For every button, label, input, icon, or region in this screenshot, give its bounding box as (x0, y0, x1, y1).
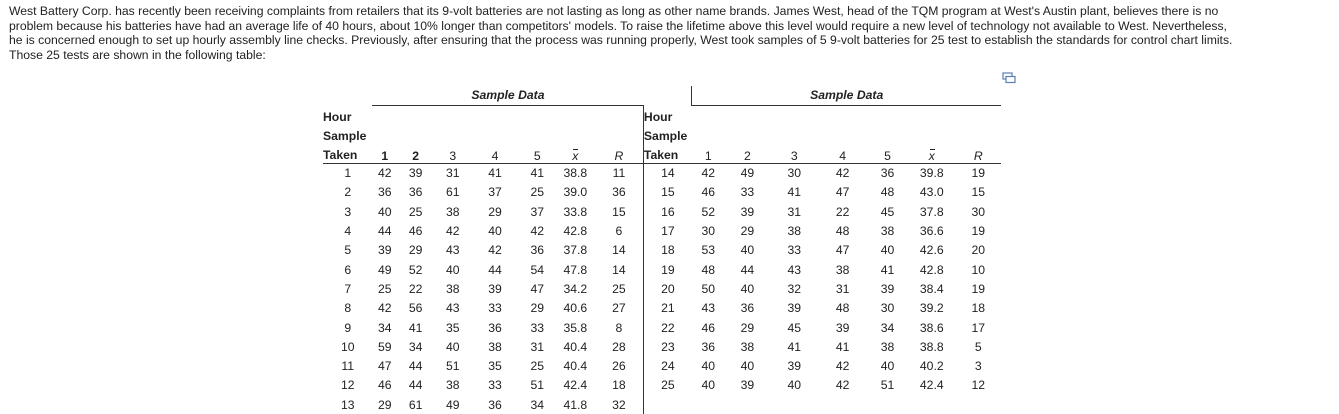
sample-cell: 51 (880, 378, 895, 393)
sample-cell: 42 (378, 166, 392, 181)
sample-cell (725, 395, 770, 414)
table-row (323, 183, 1001, 202)
hour-cell: 11 (341, 359, 355, 374)
sample-cell: 40 (880, 243, 895, 258)
xbar-cell: 42.8 (563, 224, 588, 239)
sample-cell: 46 (378, 378, 392, 393)
table-row (323, 337, 1001, 356)
sample-cell: 42 (530, 224, 544, 239)
problem-text-line-3: he is concerned enough to set up hourly assembly line checks. Previously, after ensuring that the process was running properly, West took samples of 5 9-volt batteries for 25 test to establish the standards for control chart limits. (9, 33, 1233, 48)
table-row (323, 279, 1001, 298)
sample-cell: 61 (408, 397, 423, 412)
xbar-cell: 40.4 (563, 339, 588, 354)
range-cell: 12 (971, 378, 986, 393)
sample-cell: 29 (408, 243, 423, 258)
sample-cell: 40 (740, 281, 755, 296)
sample-cell: 36 (880, 166, 895, 181)
xbar-cell: 35.8 (563, 320, 588, 335)
hour-cell: 5 (344, 243, 352, 258)
hour-cell: 25 (661, 378, 675, 393)
sample-cell: 38 (787, 224, 802, 239)
sample-cell: 38 (880, 339, 895, 354)
sample-cell: 40 (740, 359, 755, 374)
table-row (323, 356, 1001, 375)
column-header-row (323, 144, 1001, 164)
hour-cell: 2 (344, 185, 352, 200)
sample-cell: 22 (835, 204, 850, 219)
sample-cell: 41 (530, 166, 544, 181)
sample-cell: 46 (408, 224, 423, 239)
range-cell: 15 (971, 185, 986, 200)
range-cell: 6 (595, 221, 644, 240)
sample-cell: 25 (378, 281, 392, 296)
sample-cell: 42 (835, 378, 850, 393)
xbar-cell: 38.8 (563, 166, 588, 181)
xbar-cell: 37.8 (919, 204, 944, 219)
hour-cell: 15 (661, 185, 675, 200)
range-cell: 32 (595, 395, 644, 414)
xbar-cell: 42.6 (919, 243, 944, 258)
sample-cell: 29 (740, 224, 755, 239)
sample-cell: 48 (701, 262, 716, 277)
sample-cell: 42 (835, 359, 850, 374)
sample-cell: 44 (740, 262, 755, 277)
col-header-3-right: 3 (770, 144, 818, 164)
col-header-1-right: 1 (692, 144, 725, 164)
sample-cell: 39 (378, 243, 392, 258)
sample-cell: 51 (445, 359, 460, 374)
sample-cell: 36 (740, 301, 755, 316)
hour-cell: 7 (344, 281, 352, 296)
table-row (323, 376, 1001, 395)
sample-cell: 40 (488, 224, 502, 239)
sample-cell: 41 (408, 320, 423, 335)
range-cell: 19 (971, 281, 986, 296)
range-cell: 19 (971, 224, 986, 239)
sample-cell: 40 (445, 262, 460, 277)
sample-cell: 44 (378, 224, 392, 239)
hour-cell: 21 (661, 301, 675, 316)
xbar-cell: 39.0 (563, 185, 588, 200)
sample-cell: 25 (530, 359, 544, 374)
table-row (323, 395, 1001, 414)
range-cell: 19 (971, 166, 986, 181)
xbar-cell: 38.8 (919, 339, 944, 354)
range-cell (955, 395, 1001, 414)
sample-cell: 46 (701, 320, 716, 335)
sample-cell: 41 (787, 339, 802, 354)
sample-cell: 33 (740, 185, 755, 200)
sample-cell: 30 (880, 301, 895, 316)
xbar-cell: 39.8 (919, 166, 944, 181)
xbar-cell: 43.0 (919, 185, 944, 200)
hour-cell (643, 395, 691, 414)
sample-cell: 37 (488, 185, 502, 200)
sample-cell: 49 (445, 397, 460, 412)
xbar-cell: 42.8 (919, 262, 944, 277)
hour-cell: 1 (344, 166, 352, 181)
sample-cell: 30 (787, 166, 802, 181)
sample-cell: 42 (701, 166, 716, 181)
range-cell: 17 (971, 320, 986, 335)
range-cell: 3 (974, 359, 982, 374)
sample-cell: 48 (835, 224, 850, 239)
sample-cell: 39 (740, 204, 755, 219)
xbar-cell: 47.8 (563, 262, 588, 277)
sample-cell: 41 (787, 185, 802, 200)
xbar-cell: 41.8 (563, 397, 588, 412)
sample-cell: 38 (488, 339, 502, 354)
sample-cell: 39 (787, 301, 802, 316)
hour-label-row-2 (323, 125, 1001, 144)
range-cell: 14 (595, 241, 644, 260)
sample-cell: 38 (445, 281, 460, 296)
sample-cell: 47 (378, 359, 392, 374)
sample-cell: 41 (488, 166, 502, 181)
sample-cell: 52 (408, 262, 423, 277)
sample-cell: 40 (701, 378, 716, 393)
sample-cell: 46 (701, 185, 716, 200)
sample-cell: 47 (835, 243, 850, 258)
sample-cell: 29 (488, 204, 502, 219)
range-cell: 11 (595, 163, 644, 183)
sample-cell: 36 (488, 397, 502, 412)
col-header-4-right: 4 (818, 144, 866, 164)
sample-cell: 61 (445, 185, 460, 200)
sample-cell: 44 (488, 262, 502, 277)
table-row (323, 318, 1001, 337)
hour-cell: 6 (344, 262, 352, 277)
sample-cell: 34 (880, 320, 895, 335)
hour-label-left: Hour (323, 109, 352, 124)
hour-cell: 16 (661, 204, 675, 219)
sample-data-title-right: Sample Data (692, 86, 1001, 106)
col-header-4: 4 (471, 144, 518, 164)
sample-cell: 40 (445, 339, 460, 354)
sample-cell: 31 (445, 166, 460, 181)
sample-cell: 41 (835, 339, 850, 354)
problem-text-line-1: West Battery Corp. has recently been receiving complaints from retailers that its 9-volt batteries are not lasting as long as other name brands. James West, head of the TQM program at West's Austin plant, believes there is no (9, 4, 1219, 18)
sample-cell: 53 (701, 243, 716, 258)
xbar-cell (908, 395, 955, 414)
sample-cell: 31 (835, 281, 850, 296)
sample-cell: 45 (880, 204, 895, 219)
xbar-cell: 40.4 (563, 359, 588, 374)
sample-cell: 42 (488, 243, 502, 258)
sample-cell: 34 (530, 397, 544, 412)
xbar-cell: 33.8 (563, 204, 588, 219)
xbar-cell: 38.6 (919, 320, 944, 335)
sample-cell: 39 (740, 378, 755, 393)
sample-cell: 37 (530, 204, 544, 219)
xbar-cell: 36.6 (919, 224, 944, 239)
sample-cell: 43 (445, 243, 460, 258)
sample-cell: 56 (408, 301, 423, 316)
sample-cell: 43 (787, 262, 802, 277)
sample-cell (818, 395, 866, 414)
hour-cell: 9 (344, 320, 352, 335)
hour-cell: 17 (661, 224, 675, 239)
sample-cell: 39 (408, 166, 423, 181)
hour-cell: 24 (661, 359, 675, 374)
sample-cell: 42 (445, 224, 460, 239)
sample-cell: 32 (787, 281, 802, 296)
xbar-symbol-right: x (928, 148, 935, 163)
range-cell: 20 (971, 243, 986, 258)
hour-cell: 22 (661, 320, 675, 335)
taken-label-left: Taken (323, 144, 372, 164)
sample-cell: 40 (378, 204, 392, 219)
xbar-cell: 42.4 (563, 378, 588, 393)
table-row (323, 163, 1001, 183)
sample-cell: 22 (408, 281, 423, 296)
range-cell: 30 (971, 204, 986, 219)
sample-cell: 36 (701, 339, 716, 354)
hour-cell: 4 (344, 224, 352, 239)
col-header-5: 5 (519, 144, 556, 164)
range-cell: 10 (971, 262, 986, 277)
col-header-1: 1 (372, 144, 397, 164)
table-row (323, 221, 1001, 240)
xbar-cell: 39.2 (919, 301, 944, 316)
range-cell: 25 (595, 279, 644, 298)
sample-cell: 29 (530, 301, 544, 316)
sample-cell: 49 (740, 166, 755, 181)
range-cell: 8 (595, 318, 644, 337)
sample-cell: 36 (530, 243, 544, 258)
sample-cell: 30 (701, 224, 716, 239)
sample-cell: 43 (445, 301, 460, 316)
sample-cell: 45 (787, 320, 802, 335)
hour-cell: 20 (661, 281, 675, 296)
sample-cell: 29 (378, 397, 392, 412)
hour-label-row-1 (323, 106, 1001, 125)
sample-cell: 42 (378, 301, 392, 316)
xbar-cell: 40.2 (919, 359, 944, 374)
sample-cell: 39 (787, 359, 802, 374)
sample-cell: 48 (835, 301, 850, 316)
hour-cell: 10 (340, 339, 355, 354)
sample-cell: 39 (488, 281, 502, 296)
sample-cell: 38 (445, 204, 460, 219)
sample-cell: 33 (530, 320, 544, 335)
sample-cell: 38 (445, 378, 460, 393)
col-header-5-right: 5 (867, 144, 908, 164)
sample-cell: 31 (787, 204, 802, 219)
col-header-2: 2 (397, 144, 434, 164)
sample-cell: 25 (530, 185, 544, 200)
xbar-cell: 34.2 (563, 281, 588, 296)
problem-text-line-4: Those 25 tests are shown in the following table: (9, 47, 266, 62)
range-cell: 36 (595, 183, 644, 202)
sample-cell: 29 (740, 320, 755, 335)
sample-cell (770, 395, 818, 414)
problem-statement (9, 4, 1331, 62)
sample-cell: 35 (488, 359, 502, 374)
range-cell: 18 (971, 301, 986, 316)
group-header-row (323, 86, 1001, 106)
range-cell: 27 (595, 299, 644, 318)
hour-cell: 8 (344, 301, 352, 316)
taken-label-right: Taken (643, 144, 691, 164)
table-row (323, 202, 1001, 221)
col-header-xbar-right (908, 144, 955, 164)
xbar-cell: 40.6 (563, 301, 588, 316)
col-header-2-right: 2 (725, 144, 770, 164)
sample-data-table (323, 86, 1001, 414)
hour-cell: 3 (344, 204, 352, 219)
hour-cell: 18 (661, 243, 675, 258)
sample-cell: 41 (880, 262, 895, 277)
table-row (323, 299, 1001, 318)
col-header-3: 3 (434, 144, 471, 164)
sample-cell: 40 (701, 359, 716, 374)
range-cell: 5 (974, 339, 982, 354)
hour-label-right: Hour (643, 109, 673, 124)
hour-cell: 19 (661, 262, 675, 277)
range-cell: 18 (595, 376, 644, 395)
sample-cell (867, 395, 908, 414)
sample-data-title-left: Sample Data (372, 86, 643, 106)
sample-cell: 34 (408, 339, 423, 354)
range-cell: 14 (595, 260, 644, 279)
problem-text-line-2: problem because his batteries have had an average life of 40 hours, about 10% longer than competitors' models. To raise the lifetime above this level would require a new level of technology not available to West. Nevertheless, (9, 18, 1227, 33)
xbar-symbol: x (572, 148, 579, 163)
hour-cell: 23 (661, 339, 675, 354)
sample-cell: 35 (445, 320, 460, 335)
sample-cell: 40 (740, 243, 755, 258)
range-cell: 26 (595, 356, 644, 375)
sample-cell: 54 (530, 262, 544, 277)
sample-cell: 39 (880, 281, 895, 296)
sample-cell: 48 (880, 185, 895, 200)
table-row (323, 241, 1001, 260)
sample-cell: 36 (408, 185, 423, 200)
sample-cell: 43 (701, 301, 716, 316)
sample-cell: 38 (740, 339, 755, 354)
sample-cell: 40 (880, 359, 895, 374)
sample-cell: 36 (378, 185, 392, 200)
sample-cell: 47 (530, 281, 544, 296)
sample-cell: 34 (378, 320, 392, 335)
hour-cell: 14 (661, 166, 675, 181)
sample-cell: 59 (378, 339, 392, 354)
xbar-cell: 38.4 (919, 281, 944, 296)
sample-cell: 25 (408, 204, 423, 219)
sample-cell: 36 (488, 320, 502, 335)
sample-cell: 51 (530, 378, 544, 393)
hour-cell: 13 (340, 397, 355, 412)
sample-cell: 31 (530, 339, 544, 354)
copy-to-clipboard-icon[interactable] (1002, 72, 1016, 84)
sample-label-left: Sample (323, 128, 367, 143)
sample-cell: 38 (835, 262, 850, 277)
col-header-r: R (595, 144, 644, 164)
sample-cell: 40 (787, 378, 802, 393)
xbar-cell: 42.4 (919, 378, 944, 393)
sample-cell: 49 (378, 262, 392, 277)
hour-cell: 12 (340, 378, 355, 393)
sample-cell: 47 (835, 185, 850, 200)
sample-cell: 50 (701, 281, 716, 296)
sample-cell (692, 395, 725, 414)
sample-cell: 33 (488, 378, 502, 393)
xbar-cell: 37.8 (563, 243, 588, 258)
table-body (323, 163, 1001, 414)
sample-cell: 33 (488, 301, 502, 316)
sample-cell: 52 (701, 204, 716, 219)
table-row (323, 260, 1001, 279)
sample-label-right: Sample (643, 128, 688, 143)
range-cell: 15 (595, 202, 644, 221)
col-header-xbar (556, 144, 595, 164)
sample-cell: 44 (408, 359, 423, 374)
col-header-r-right: R (955, 144, 1001, 164)
sample-cell: 42 (835, 166, 850, 181)
sample-cell: 33 (787, 243, 802, 258)
sample-cell: 39 (835, 320, 850, 335)
range-cell: 28 (595, 337, 644, 356)
sample-cell: 44 (408, 378, 423, 393)
sample-cell: 38 (880, 224, 895, 239)
